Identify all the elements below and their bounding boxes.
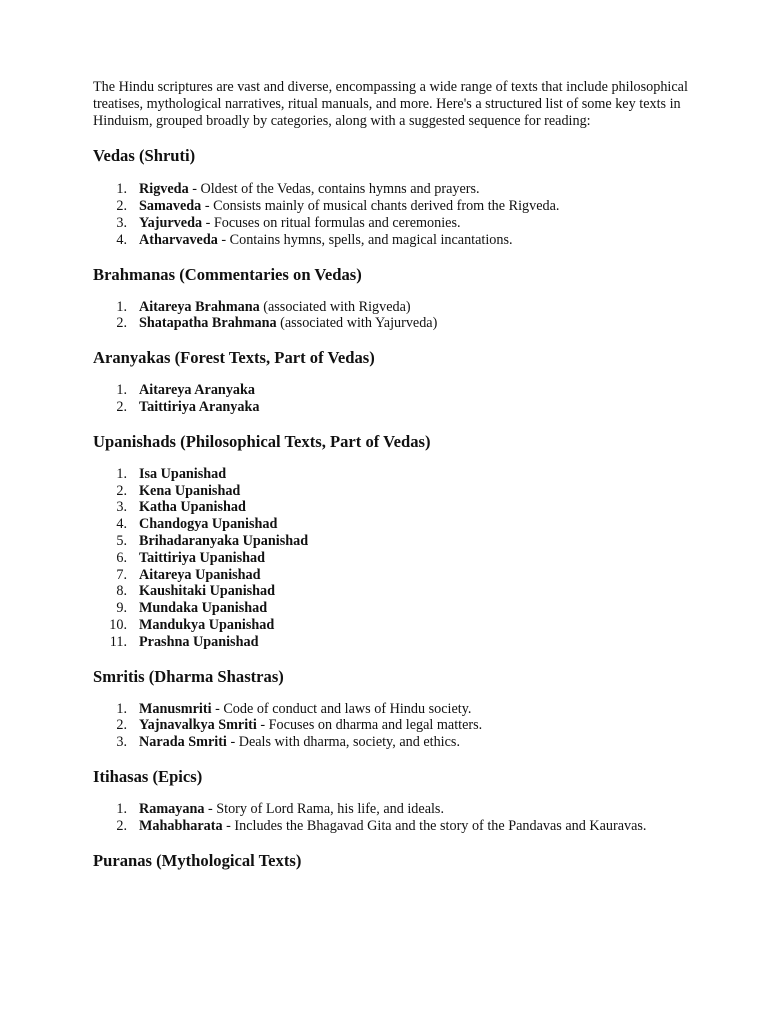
item-number: 2.	[116, 398, 127, 415]
aranyakas-list	[93, 382, 693, 416]
item-name: Aitareya Aranyaka	[139, 382, 255, 399]
item-number: 2.	[116, 482, 127, 499]
section-heading-puranas: Puranas (Mythological Texts)	[93, 850, 302, 870]
item-number: 8.	[116, 583, 127, 600]
item-name: Taittiriya Upanishad	[139, 549, 266, 566]
item-name: Prashna Upanishad	[139, 633, 259, 650]
list-item	[93, 232, 693, 249]
item-name: Manusmriti	[139, 700, 212, 717]
list-item	[93, 734, 693, 751]
item-number: 1.	[116, 382, 127, 399]
item-name: Rigveda	[139, 181, 189, 198]
list-item	[93, 634, 693, 651]
list-item	[93, 382, 693, 399]
list-item	[93, 198, 693, 215]
section-heading-upanishads: Upanishads (Philosophical Texts, Part of Vedas)	[93, 431, 431, 451]
item-description: - Story of Lord Rama, his life, and ideals.	[204, 800, 444, 817]
list-item	[93, 701, 693, 718]
item-name: Mandukya Upanishad	[139, 616, 275, 633]
list-item	[93, 550, 693, 567]
intro-paragraph: The Hindu scriptures are vast and diverse, encompassing a wide range of texts that include philosophical treatises, mythological narratives, ritual manuals, and more. Here's a structured list of some key texts in Hinduism, grouped broadly by categories, along with a suggested sequence for reading:	[93, 79, 688, 129]
item-number: 1.	[116, 800, 127, 817]
item-number: 2.	[116, 315, 127, 332]
vedas-list	[93, 181, 693, 248]
item-number: 11.	[109, 633, 127, 650]
item-number: 5.	[116, 532, 127, 549]
item-description: - Oldest of the Vedas, contains hymns and prayers.	[188, 181, 480, 198]
list-item	[93, 717, 693, 734]
item-number: 2.	[116, 717, 127, 734]
item-name: Isa Upanishad	[139, 465, 227, 482]
item-description: - Includes the Bhagavad Gita and the story of the Pandavas and Kauravas.	[222, 817, 647, 834]
item-name: Katha Upanishad	[139, 499, 246, 516]
list-item	[93, 583, 693, 600]
list-item	[93, 399, 693, 416]
item-number: 4.	[116, 516, 127, 533]
smritis-list	[93, 701, 693, 751]
item-description: - Contains hymns, spells, and magical incantations.	[217, 231, 513, 248]
list-item	[93, 801, 693, 818]
item-number: 3.	[116, 499, 127, 516]
item-name: Kena Upanishad	[139, 482, 241, 499]
item-name: Mahabharata	[139, 817, 223, 834]
item-description: (associated with Rigveda)	[259, 298, 411, 315]
item-number: 10.	[109, 616, 127, 633]
item-description: - Code of conduct and laws of Hindu society.	[211, 700, 472, 717]
item-name: Yajurveda	[139, 214, 203, 231]
list-item	[93, 299, 693, 316]
item-name: Atharvaveda	[139, 231, 218, 248]
list-item	[93, 499, 693, 516]
item-name: Narada Smriti	[139, 734, 227, 751]
item-number: 2.	[116, 817, 127, 834]
list-item	[93, 516, 693, 533]
item-name: Yajnavalkya Smriti	[139, 717, 257, 734]
item-name: Aitareya Brahmana	[139, 298, 260, 315]
item-number: 1.	[116, 465, 127, 482]
list-item	[93, 818, 693, 835]
list-item	[93, 466, 693, 483]
list-item	[93, 483, 693, 500]
item-number: 2.	[116, 198, 127, 215]
item-number: 3.	[116, 214, 127, 231]
item-description: (associated with Yajurveda)	[276, 315, 438, 332]
item-name: Ramayana	[139, 800, 205, 817]
item-number: 6.	[116, 549, 127, 566]
section-heading-itihasas: Itihasas (Epics)	[93, 766, 203, 786]
item-number: 7.	[116, 566, 127, 583]
item-number: 3.	[116, 734, 127, 751]
document-page	[93, 79, 693, 871]
list-item	[93, 181, 693, 198]
item-name: Shatapatha Brahmana	[139, 315, 277, 332]
item-name: Kaushitaki Upanishad	[139, 583, 276, 600]
itihasas-list	[93, 801, 693, 835]
list-item	[93, 533, 693, 550]
item-name: Mundaka Upanishad	[139, 600, 268, 617]
item-name: Chandogya Upanishad	[139, 516, 278, 533]
section-heading-smritis: Smritis (Dharma Shastras)	[93, 666, 284, 686]
list-item	[93, 215, 693, 232]
list-item	[93, 567, 693, 584]
item-number: 1.	[116, 181, 127, 198]
item-number: 4.	[116, 231, 127, 248]
item-number: 1.	[116, 700, 127, 717]
item-name: Samaveda	[139, 198, 202, 215]
upanishads-list	[93, 466, 693, 651]
brahmanas-list	[93, 299, 693, 333]
list-item	[93, 617, 693, 634]
item-description: - Consists mainly of musical chants derived from the Rigveda.	[201, 198, 560, 215]
section-heading-vedas: Vedas (Shruti)	[93, 146, 196, 166]
item-description: - Focuses on ritual formulas and ceremonies.	[202, 214, 461, 231]
item-name: Taittiriya Aranyaka	[139, 398, 260, 415]
item-number: 9.	[116, 600, 127, 617]
item-description: - Focuses on dharma and legal matters.	[256, 717, 483, 734]
item-name: Aitareya Upanishad	[139, 566, 261, 583]
item-description: - Deals with dharma, society, and ethics.	[226, 734, 460, 751]
item-number: 1.	[116, 298, 127, 315]
list-item	[93, 315, 693, 332]
section-heading-brahmanas: Brahmanas (Commentaries on Vedas)	[93, 264, 362, 284]
item-name: Brihadaranyaka Upanishad	[139, 532, 309, 549]
list-item	[93, 600, 693, 617]
section-heading-aranyakas: Aranyakas (Forest Texts, Part of Vedas)	[93, 348, 375, 368]
